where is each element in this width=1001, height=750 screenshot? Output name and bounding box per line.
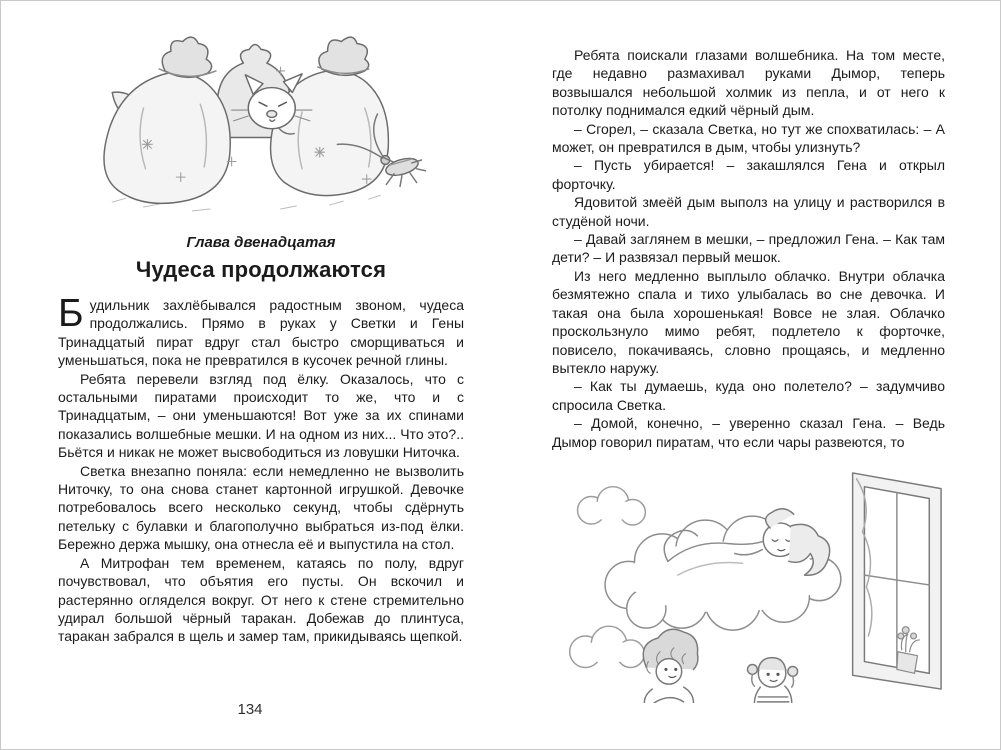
paragraph: Ребята перевели взгляд под ёлку. Оказалось, что с остальными пиратами происходит то же, что и с Тринадцатым, – они уменьшаются! Вот уже за их спинами показались волшебные мешки. И на одном из них... Что это?.. Бьётся и никак не может высвободиться из ловушки Ниточка. <box>58 370 464 461</box>
sacks-cat-cockroach-illustration <box>58 10 464 226</box>
cloud-illustration-svg <box>552 459 945 703</box>
paragraph: Ребята поискали глазами волшебника. На том месте, где недавно размахивал руками Дымор, теперь возвышался небольшой холмик из пепла, и от него к потолку поднимался едкий чёрный дым. <box>552 47 945 119</box>
sacks-illustration-svg <box>75 10 447 218</box>
page-number: 134 <box>237 701 263 718</box>
page-left <box>0 0 500 750</box>
right-page-body <box>552 46 945 451</box>
paragraph: – Пусть убирается! – закашлялся Гена и открыл форточку. <box>552 157 945 192</box>
paragraph: – Сгорел, – сказала Светка, но тут же спохватилась: – А может, он превратился в дым, чтобы улизнуть? <box>552 120 945 156</box>
drop-cap: Б <box>58 292 84 335</box>
paragraph: А Митрофан тем временем, катаясь по полу, вдруг почувствовал, что объятия его пусты. Он вскочил и растерянно огляделся вокруг. От него к стене стремительно удирал большой чёрный таракан. Добежав до плинтуса, таракан забрался в щель и замер там, прикидываясь щепкой. <box>58 554 464 645</box>
paragraph: Из него медленно выплыло облачко. Внутри облачка безмятежно спала и тихо улыбалась во сне девочка. И такая она была хорошенькая! Вовсе не злая. Облачко проскользнуло мимо ребят, подлетело к форточке, повисело, покачиваясь, словно прощаясь, и медленно вытекло наружу. <box>552 267 945 376</box>
chapter-label: Глава двенадцатая <box>186 234 336 251</box>
paragraph: – Как ты думаешь, куда оно полетело? – задумчиво спросила Светка. <box>552 378 945 413</box>
paragraph: Ядовитой змеёй дым выполз на улицу и растворился в студёной ночи. <box>552 194 945 229</box>
paragraph: – Домой, конечно, – уверенно сказал Гена. – Ведь Дымор говорил пиратам, что если чары развеются, то <box>552 415 945 450</box>
paragraph-text: удильник захлёбывался радостным звоном, чудеса продолжались. Прямо в руках у Светки и Гены Тринадцатый пират вдруг стал быстро сморщиваться и уменьшаться, пока не превратился в кусочек речной глины. <box>58 297 464 369</box>
cloud-girl-window-illustration <box>552 459 945 708</box>
paragraph: Светка внезапно поняла: если немедленно не вызволить Ниточку, то она снова станет картонной игрушкой. Девочке потребовалось всего несколько секунд, чтобы сдёрнуть петельку с булавки и благополучно выбраться из-под ёлки. Бережно держа мышку, она отнесла её и выпустила на стол. <box>58 462 464 553</box>
paragraph: – Давай заглянем в мешки, – предложил Гена. – Как там дети? – И развязал первый мешок. <box>552 231 945 266</box>
chapter-title: Чудеса продолжаются <box>135 257 387 282</box>
left-page-body <box>58 292 464 646</box>
page-right <box>500 0 1001 750</box>
paragraph <box>58 292 464 370</box>
